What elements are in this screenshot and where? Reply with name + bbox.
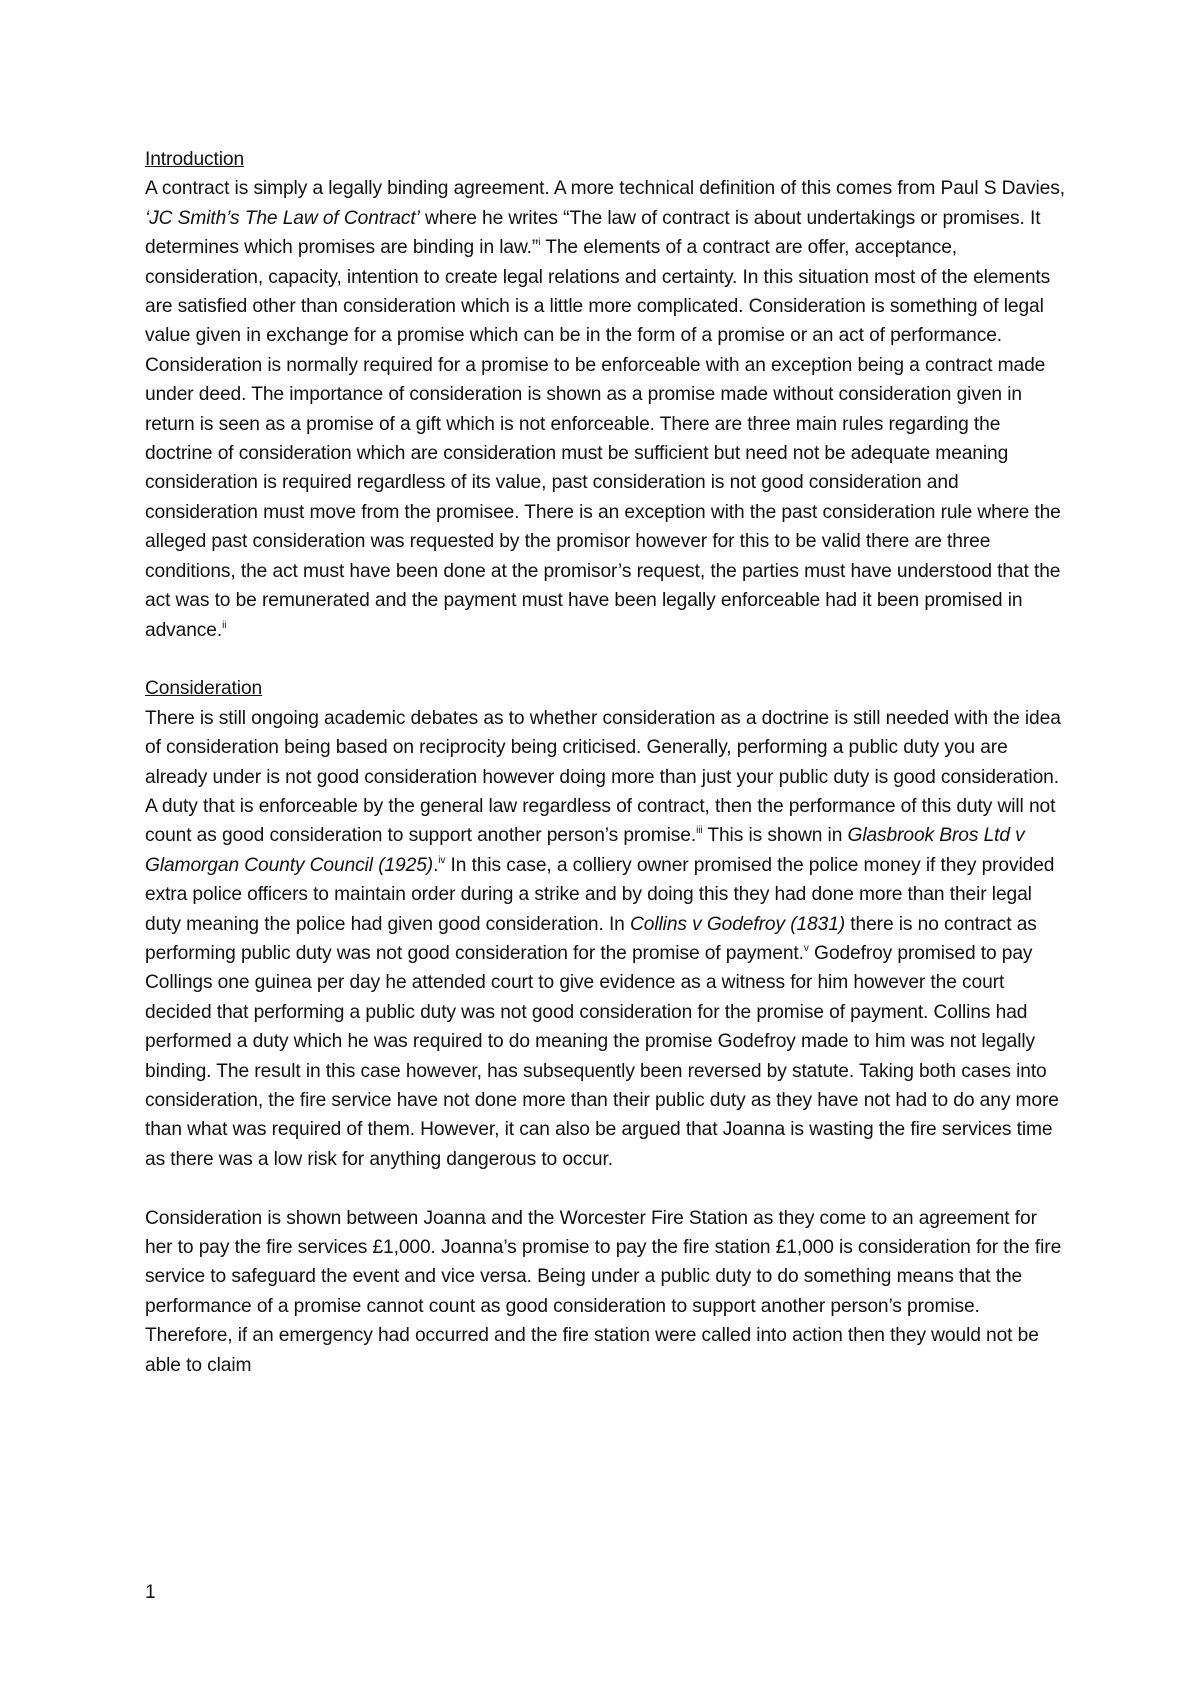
paragraph-spacer: [145, 645, 1065, 674]
endnote-marker-iii: iii: [696, 825, 703, 837]
introduction-paragraph: [145, 174, 1065, 645]
introduction-heading: Introduction: [145, 149, 245, 170]
consideration-text-5: there is no contract as performing public duty was not good consideration for the promise of payment.: [145, 913, 1037, 964]
document-body: [145, 145, 1065, 1380]
intro-text-3: The elements of a contract are offer, acceptance, consideration, capacity, intention to create legal relations and certainty. In this situation most of the elements are satisfied other than consideration which is a little more complicated. Consideration is something of legal value given in exchange for a promise which can be in the form of a promise or an act of performance. Consideration is normally required for a promise to be enforceable with an exception being a contract made under deed. The importance of consideration is shown as a promise made without consideration given in return is seen as a promise of a gift which is not enforceable. There are three main rules regarding the doctrine of consideration which are consideration must be sufficient but need not be adequate meaning consideration is required regardless of its value, past consideration is not good consideration and consideration must move from the promisee. There is an exception with the past consideration rule where the alleged past consideration was requested by the promisor however for this to be valid there are three conditions, the act must have been done at the promisor’s request, the parties must have understood that the act was to be remunerated and the payment must have been legally enforceable had it been promised in advance.: [145, 237, 1061, 641]
case-name-glasbrook: Glasbrook Bros Ltd v Glamorgan County Council (1925): [145, 825, 1025, 876]
consideration-text-3: .: [433, 854, 439, 876]
page-number: 1: [145, 1582, 156, 1603]
endnote-marker-v: v: [803, 942, 809, 954]
consideration-paragraph-1: [145, 704, 1065, 1175]
endnote-marker-iv: iv: [438, 854, 446, 866]
intro-text-2: where he writes “The law of contract is about undertakings or promises. It determines which promises are binding in law.”: [145, 207, 1041, 259]
intro-text-1: A contract is simply a legally binding agreement. A more technical definition of this comes from Paul S Davies,: [145, 178, 1065, 200]
consideration-heading: Consideration: [145, 678, 263, 700]
paragraph-spacer: [145, 1174, 1065, 1203]
consideration-text-1: There is still ongoing academic debates as to whether consideration as a doctrine is still needed with the idea of consideration being based on reciprocity being criticised. Generally, performing a public duty you are already under is not good consideration however doing more than just your public duty is good consideration. A duty that is enforceable by the general law regardless of contract, then the performance of this duty will not count as good consideration to support another person’s promise.: [145, 707, 1061, 847]
endnote-marker-i: i: [538, 237, 541, 249]
case-name-collins: Collins v Godefroy (1831): [630, 913, 846, 935]
consideration-text-6: Godefroy promised to pay Collings one guinea per day he attended court to give evidence as a witness for him however the court decided that performing a public duty was not good consideration for the promise of payment. Collins had performed a duty which he was required to do meaning the promise Godefroy made to him was not legally binding. The result in this case however, has subsequently been reversed by statute. Taking both cases into consideration, the fire service have not done more than their public duty as they have not had to do any more than what was required of them. However, it can also be argued that Joanna is wasting the fire services time as there was a low risk for anything dangerous to occur.: [145, 942, 1059, 1170]
consideration-text-4: In this case, a colliery owner promised the police money if they provided extra police officers to maintain order during a strike and by doing this they had done more than their legal duty meaning the police had given good consideration. In: [145, 854, 1055, 935]
endnote-marker-ii: ii: [222, 619, 227, 631]
intro-book-title: ‘JC Smith’s The Law of Contract’: [145, 207, 420, 229]
consideration-text-2: This is shown in: [702, 825, 848, 847]
consideration-paragraph-2: Consideration is shown between Joanna and the Worcester Fire Station as they come to an agreement for her to pay the fire services £1,000. Joanna’s promise to pay the fire station £1,000 is consideration for the fire service to safeguard the event and vice versa. Being under a public duty to do something means that the performance of a promise cannot count as good consideration to support another person’s promise. Therefore, if an emergency had occurred and the fire station were called into action then they would not be able to claim: [145, 1207, 1062, 1376]
